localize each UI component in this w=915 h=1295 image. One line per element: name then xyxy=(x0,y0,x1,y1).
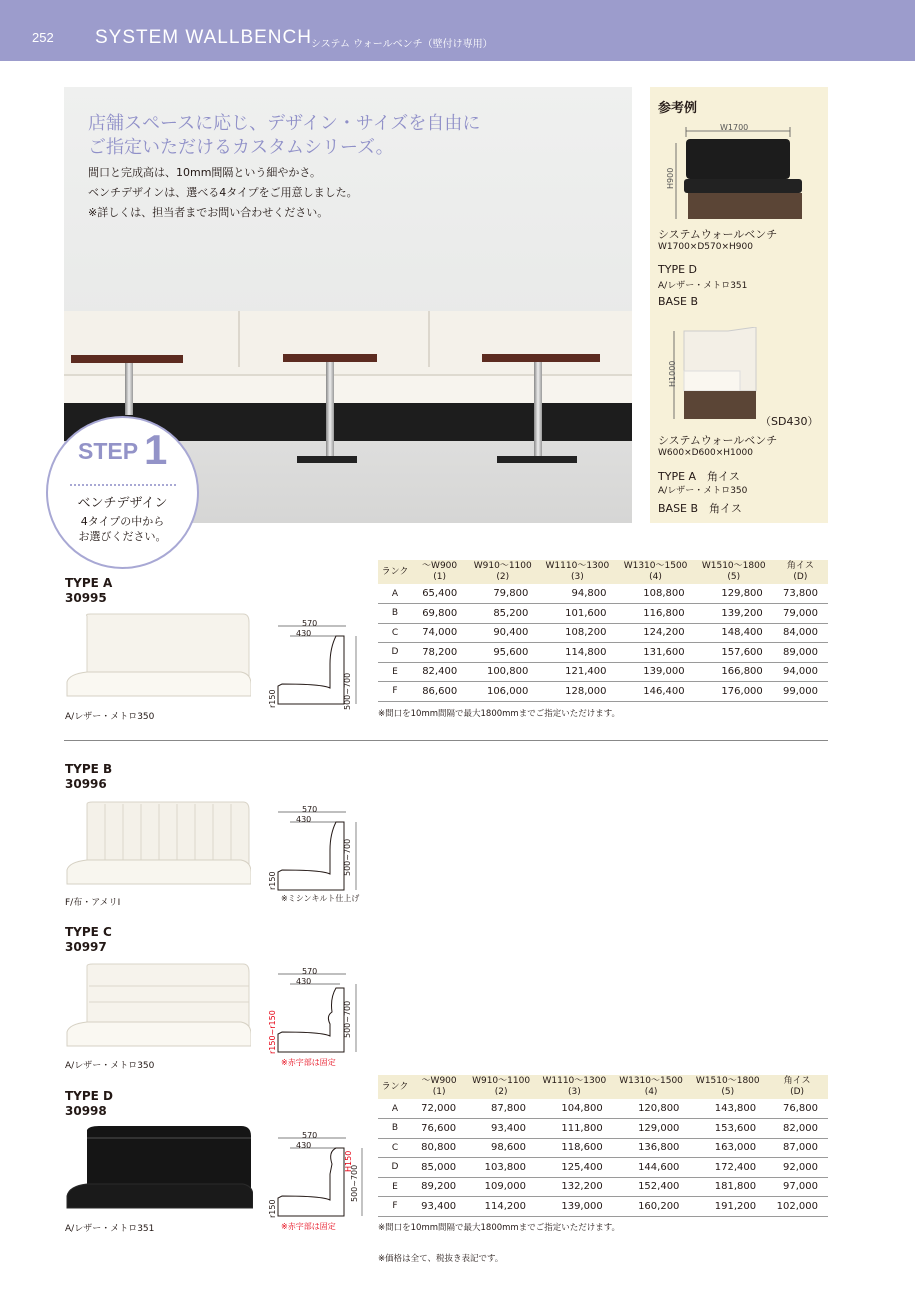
section-divider xyxy=(64,740,828,741)
price-cell: 79,000 xyxy=(773,604,828,624)
price-cell: 116,800 xyxy=(616,604,694,624)
price-cell: 89,000 xyxy=(773,643,828,663)
price-cell: 148,400 xyxy=(695,623,773,643)
rank-cell: F xyxy=(378,682,412,702)
price-cell: 114,200 xyxy=(466,1197,536,1217)
price-cell: 128,000 xyxy=(538,682,616,702)
footer-note: ※価格は全て、税抜き表記です。 xyxy=(378,1254,504,1264)
price-cell: 93,400 xyxy=(466,1119,536,1139)
table-row xyxy=(378,604,828,624)
reference-corner-image xyxy=(668,327,768,423)
hero-body: 間口と完成高は、10mm間隔という細やかさ。 ベンチデザインは、選べる4タイプをご用意しました。 ※詳しくは、担当者までお問い合わせください。 xyxy=(88,166,358,219)
price-cell: 99,000 xyxy=(773,682,828,702)
price-cell: 172,400 xyxy=(689,1158,766,1178)
price-cell: 76,800 xyxy=(766,1099,828,1119)
rank-cell: E xyxy=(378,662,412,682)
reference-bench-image xyxy=(668,123,818,223)
price-cell: 108,800 xyxy=(616,584,694,604)
rank-cell: A xyxy=(378,1099,412,1119)
table-row xyxy=(378,1119,828,1139)
ref1-type: TYPE D xyxy=(658,263,697,276)
type-c-bench-image xyxy=(65,962,251,1052)
price-cell: 72,000 xyxy=(412,1099,466,1119)
price-cell: 121,400 xyxy=(538,662,616,682)
price-cell: 94,800 xyxy=(538,584,616,604)
price-cell: 80,800 xyxy=(412,1138,466,1158)
ref2-material: A/レザー・メトロ350 xyxy=(658,486,748,496)
price-cell: 95,600 xyxy=(467,643,538,663)
type-b-note: ※ミシンキルト仕上げ xyxy=(281,894,360,903)
ref2-code: （SD430） xyxy=(760,415,819,428)
price-cell: 100,800 xyxy=(467,662,538,682)
price-cell: 136,800 xyxy=(613,1138,690,1158)
page-number: 252 xyxy=(32,30,54,45)
type-b-material: F/布・アメリⅠ xyxy=(65,898,121,908)
price-cell: 82,000 xyxy=(766,1119,828,1139)
type-d-material: A/レザー・メトロ351 xyxy=(65,1224,155,1234)
page-subtitle: システム ウォールベンチ（壁付け専用） xyxy=(311,39,493,50)
rank-cell: C xyxy=(378,1138,412,1158)
price-cell: 78,200 xyxy=(412,643,467,663)
price-cell: 109,000 xyxy=(466,1177,536,1197)
price-cell: 118,600 xyxy=(536,1138,613,1158)
price-cell: 76,600 xyxy=(412,1119,466,1139)
table-header-row: ランク ～W900 (1) W910～1100 (2) W1110～1300 (3) W1310～1500 (4) W1510～1800 (5) 角イス (D) xyxy=(378,1075,828,1099)
price-cell: 97,000 xyxy=(766,1177,828,1197)
price-cell: 93,400 xyxy=(412,1197,466,1217)
price-cell: 163,000 xyxy=(689,1138,766,1158)
type-b-bench-image xyxy=(65,800,251,890)
price-cell: 160,200 xyxy=(613,1197,690,1217)
price-cell: 85,000 xyxy=(412,1158,466,1178)
price-cell: 85,200 xyxy=(467,604,538,624)
price-cell: 94,000 xyxy=(773,662,828,682)
price-cell: 106,000 xyxy=(467,682,538,702)
price-cell: 104,800 xyxy=(536,1099,613,1119)
table-top xyxy=(283,354,377,362)
price-cell: 87,800 xyxy=(466,1099,536,1119)
table-row xyxy=(378,1197,828,1217)
price-cell: 92,000 xyxy=(766,1158,828,1178)
hero-lead: 店舗スペースに応じ、デザイン・サイズを自由に ご指定いただけるカスタムシリーズ。 xyxy=(88,113,481,158)
price-table-1 xyxy=(378,560,828,702)
type-c-material: A/レザー・メトロ350 xyxy=(65,1061,155,1071)
type-c-note: ※赤字部は固定 xyxy=(281,1058,336,1067)
step-desc: 4タイプの中から お選びください。 xyxy=(78,515,167,543)
price-cell: 84,000 xyxy=(773,623,828,643)
ref1-size: W1700×D570×H900 xyxy=(658,242,753,252)
table-row xyxy=(378,1099,828,1119)
price-cell: 129,000 xyxy=(613,1119,690,1139)
price-cell: 129,800 xyxy=(695,584,773,604)
page-title: SYSTEM WALLBENCH xyxy=(95,27,312,48)
price-cell: 65,400 xyxy=(412,584,467,604)
price-cell: 157,600 xyxy=(695,643,773,663)
price-cell: 131,600 xyxy=(616,643,694,663)
rank-cell: B xyxy=(378,604,412,624)
table-leg xyxy=(125,363,133,415)
price-cell: 101,600 xyxy=(538,604,616,624)
rank-cell: D xyxy=(378,1158,412,1178)
price-cell: 143,800 xyxy=(689,1099,766,1119)
table-foot xyxy=(497,456,577,463)
price-cell: 98,600 xyxy=(466,1138,536,1158)
price-cell: 108,200 xyxy=(538,623,616,643)
price-cell: 139,000 xyxy=(536,1197,613,1217)
price-cell: 166,800 xyxy=(695,662,773,682)
table-2-note: ※間口を10mm間隔で最大1800mmまでご指定いただけます。 xyxy=(378,1223,621,1233)
ref1-base: BASE B xyxy=(658,295,699,308)
type-b-heading: TYPE B 30996 xyxy=(65,762,113,791)
price-cell: 86,600 xyxy=(412,682,467,702)
price-cell: 69,800 xyxy=(412,604,467,624)
table-row xyxy=(378,1158,828,1178)
table-row xyxy=(378,1177,828,1197)
price-cell: 153,600 xyxy=(689,1119,766,1139)
table-row xyxy=(378,584,828,604)
step-title: ベンチデザイン xyxy=(77,496,168,511)
ref1-name: システムウォールベンチ xyxy=(658,228,778,241)
ref2-type: TYPE A 角イス xyxy=(658,470,740,483)
ref2-base: BASE B 角イス xyxy=(658,502,742,515)
rank-cell: A xyxy=(378,584,412,604)
table-1-note: ※間口を10mm間隔で最大1800mmまでご指定いただけます。 xyxy=(378,709,621,719)
type-a-heading: TYPE A 30995 xyxy=(65,576,113,605)
ref1-material: A/レザー・メトロ351 xyxy=(658,281,748,291)
price-cell: 139,000 xyxy=(616,662,694,682)
type-d-note: ※赤字部は固定 xyxy=(281,1222,336,1231)
table-header-row: ランク ～W900 (1) W910～1100 (2) W1110～1300 (3) W1310～1500 (4) W1510～1800 (5) 角イス (D) xyxy=(378,560,828,584)
table-row xyxy=(378,623,828,643)
price-cell: 152,400 xyxy=(613,1177,690,1197)
price-cell: 146,400 xyxy=(616,682,694,702)
type-a-bench-image xyxy=(65,612,251,702)
table-row xyxy=(378,662,828,682)
price-cell: 82,400 xyxy=(412,662,467,682)
ref2-name: システムウォールベンチ xyxy=(658,434,778,447)
price-cell: 79,800 xyxy=(467,584,538,604)
price-cell: 102,000 xyxy=(766,1197,828,1217)
rank-cell: B xyxy=(378,1119,412,1139)
table-leg xyxy=(326,362,334,460)
ref2-size: W600×D600×H1000 xyxy=(658,448,753,458)
reference-panel: 参考例 W1700 H900 システムウォールベンチ W1700×D570×H900 TYPE D A/レザー・メトロ351 BASE B H1000 （SD430） システムウォールベンチ W600×D600×H1000 TYPE A 角イス A/レザー・メトロ350 BASE B 角イス xyxy=(650,87,828,523)
price-cell: 103,800 xyxy=(466,1158,536,1178)
rank-cell: D xyxy=(378,643,412,663)
price-cell: 176,000 xyxy=(695,682,773,702)
table-top xyxy=(482,354,600,362)
price-cell: 120,800 xyxy=(613,1099,690,1119)
type-d-bench-image xyxy=(65,1124,253,1214)
price-table-2 xyxy=(378,1075,828,1217)
table-leg xyxy=(534,362,542,460)
price-cell: 125,400 xyxy=(536,1158,613,1178)
price-cell: 111,800 xyxy=(536,1119,613,1139)
table-row xyxy=(378,1138,828,1158)
table-foot xyxy=(297,456,357,463)
rank-cell: C xyxy=(378,623,412,643)
price-cell: 144,600 xyxy=(613,1158,690,1178)
dotted-divider xyxy=(70,484,176,486)
price-cell: 181,800 xyxy=(689,1177,766,1197)
rank-cell: E xyxy=(378,1177,412,1197)
type-d-heading: TYPE D 30998 xyxy=(65,1089,114,1118)
type-a-material: A/レザー・メトロ350 xyxy=(65,712,155,722)
step-badge: STEP 1 ベンチデザイン 4タイプの中から お選びください。 xyxy=(46,416,199,569)
table-row xyxy=(378,643,828,663)
price-cell: 89,200 xyxy=(412,1177,466,1197)
price-cell: 139,200 xyxy=(695,604,773,624)
price-cell: 73,800 xyxy=(773,584,828,604)
price-cell: 90,400 xyxy=(467,623,538,643)
price-cell: 74,000 xyxy=(412,623,467,643)
reference-heading: 参考例 xyxy=(658,101,698,116)
bench-cushion xyxy=(64,374,632,404)
price-cell: 191,200 xyxy=(689,1197,766,1217)
page-header xyxy=(0,0,915,61)
price-cell: 114,800 xyxy=(538,643,616,663)
type-c-heading: TYPE C 30997 xyxy=(65,925,112,954)
rank-cell: F xyxy=(378,1197,412,1217)
price-cell: 124,200 xyxy=(616,623,694,643)
price-cell: 132,200 xyxy=(536,1177,613,1197)
table-top xyxy=(71,355,183,363)
price-cell: 87,000 xyxy=(766,1138,828,1158)
table-row xyxy=(378,682,828,702)
